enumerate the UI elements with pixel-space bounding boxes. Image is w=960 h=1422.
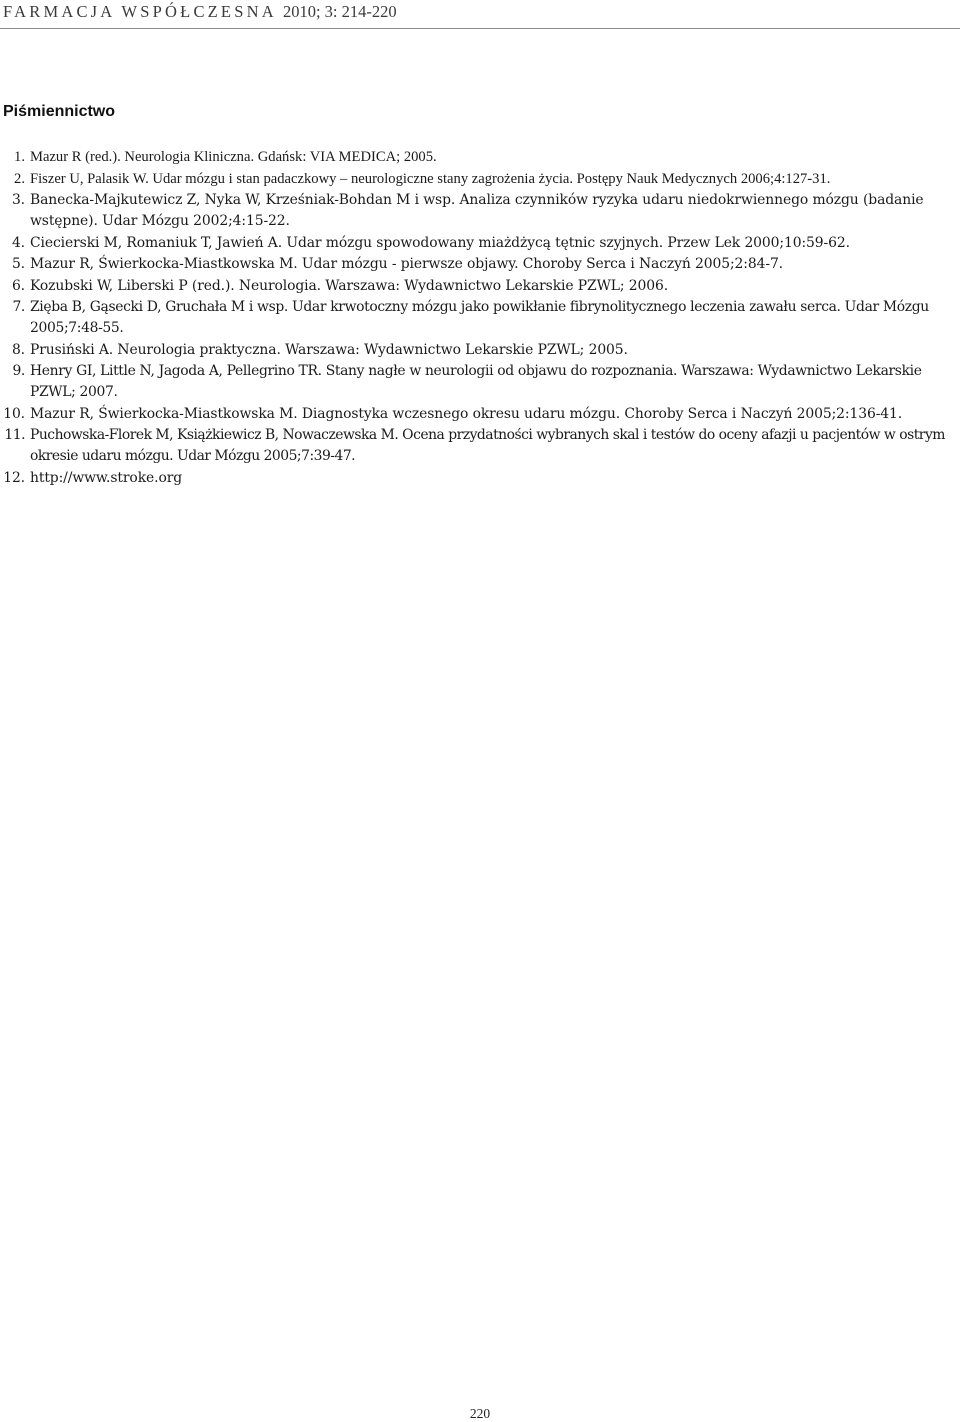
running-header xyxy=(3,2,397,22)
reference-text: http://www.stroke.org xyxy=(30,469,183,486)
reference-text: Kozubski W, Liberski P (red.). Neurologia. Warszawa: Wydawnictwo Lekarskie PZWL; 2006. xyxy=(30,277,669,294)
reference-item xyxy=(0,276,960,297)
reference-number: 10. xyxy=(3,405,25,422)
section-title: Piśmiennictwo xyxy=(3,103,116,120)
reference-number: 3. xyxy=(11,192,25,208)
reference-number: 5. xyxy=(11,256,25,272)
reference-text: Zięba B, Gąsecki D, Gruchała M i wsp. Udar krwotoczny mózgu jako powikłanie fibrynolitycznego leczenia zawału serca. Udar Mózgu 2005;7:48-55. xyxy=(30,299,929,336)
reference-text: Ciecierski M, Romaniuk T, Jawień A. Udar mózgu spowodowany miażdżycą tętnic szyjnych. Przew Lek 2000;10:59-62. xyxy=(30,234,850,251)
reference-item xyxy=(0,190,960,232)
reference-item xyxy=(0,361,960,403)
reference-number: 9. xyxy=(12,363,25,379)
reference-text: Puchowska-Florek M, Książkiewicz B, Nowaczewska M. Ocena przydatności wybranych skal i testów do oceny afazji u pacjentów w ostrym okresie udaru mózgu. Udar Mózgu 2005;7:39-47. xyxy=(30,427,945,464)
reference-number: 12. xyxy=(3,469,25,486)
reference-item xyxy=(0,169,960,190)
reference-number: 11. xyxy=(4,427,25,443)
reference-list xyxy=(0,147,960,489)
reference-item xyxy=(0,147,960,168)
reference-item xyxy=(0,404,960,425)
reference-number: 4. xyxy=(11,234,25,251)
reference-item xyxy=(0,340,960,361)
reference-text: Prusiński A. Neurologia praktyczna. Warszawa: Wydawnictwo Lekarskie PZWL; 2005. xyxy=(30,341,628,358)
reference-text: Henry GI, Little N, Jagoda A, Pellegrino TR. Stany nagłe w neurologii od objawu do rozpoznania. Warszawa: Wydawnictwo Lekarskie PZWL; 2007. xyxy=(30,363,922,400)
reference-text: Mazur R, Świerkocka-Miastkowska M. Udar mózgu - pierwsze objawy. Choroby Serca i Naczyń 2005;2:84-7. xyxy=(30,256,784,272)
reference-text: Fiszer U, Palasik W. Udar mózgu i stan padaczkowy – neurologiczne stany zagrożenia życia. Postępy Nauk Medycznych 2006;4:127-31. xyxy=(30,170,831,187)
reference-item xyxy=(0,468,960,489)
page-number: 220 xyxy=(469,1406,491,1421)
reference-item xyxy=(0,425,960,467)
journal-name: FARMACJA WSPÓŁCZESNA xyxy=(3,2,277,21)
reference-number: 1. xyxy=(14,149,25,165)
header-divider xyxy=(0,28,960,29)
reference-text: Mazur R (red.). Neurologia Kliniczna. Gdańsk: VIA MEDICA; 2005. xyxy=(30,149,437,165)
reference-text: Mazur R, Świerkocka-Miastkowska M. Diagnostyka wczesnego okresu udaru mózgu. Choroby Serca i Naczyń 2005;2:136-41. xyxy=(30,405,903,422)
journal-citation: 2010; 3: 214-220 xyxy=(282,2,397,21)
reference-number: 7. xyxy=(12,299,25,315)
reference-item xyxy=(0,233,960,254)
reference-number: 6. xyxy=(11,277,25,294)
reference-number: 8. xyxy=(11,341,25,358)
reference-number: 2. xyxy=(14,170,25,187)
reference-item xyxy=(0,254,960,275)
reference-item xyxy=(0,297,960,339)
reference-text: Banecka-Majkutewicz Z, Nyka W, Krześniak-Bohdan M i wsp. Analiza czynników ryzyka udaru niedokrwiennego mózgu (badanie wstępne). Udar Mózgu 2002;4:15-22. xyxy=(30,192,924,229)
